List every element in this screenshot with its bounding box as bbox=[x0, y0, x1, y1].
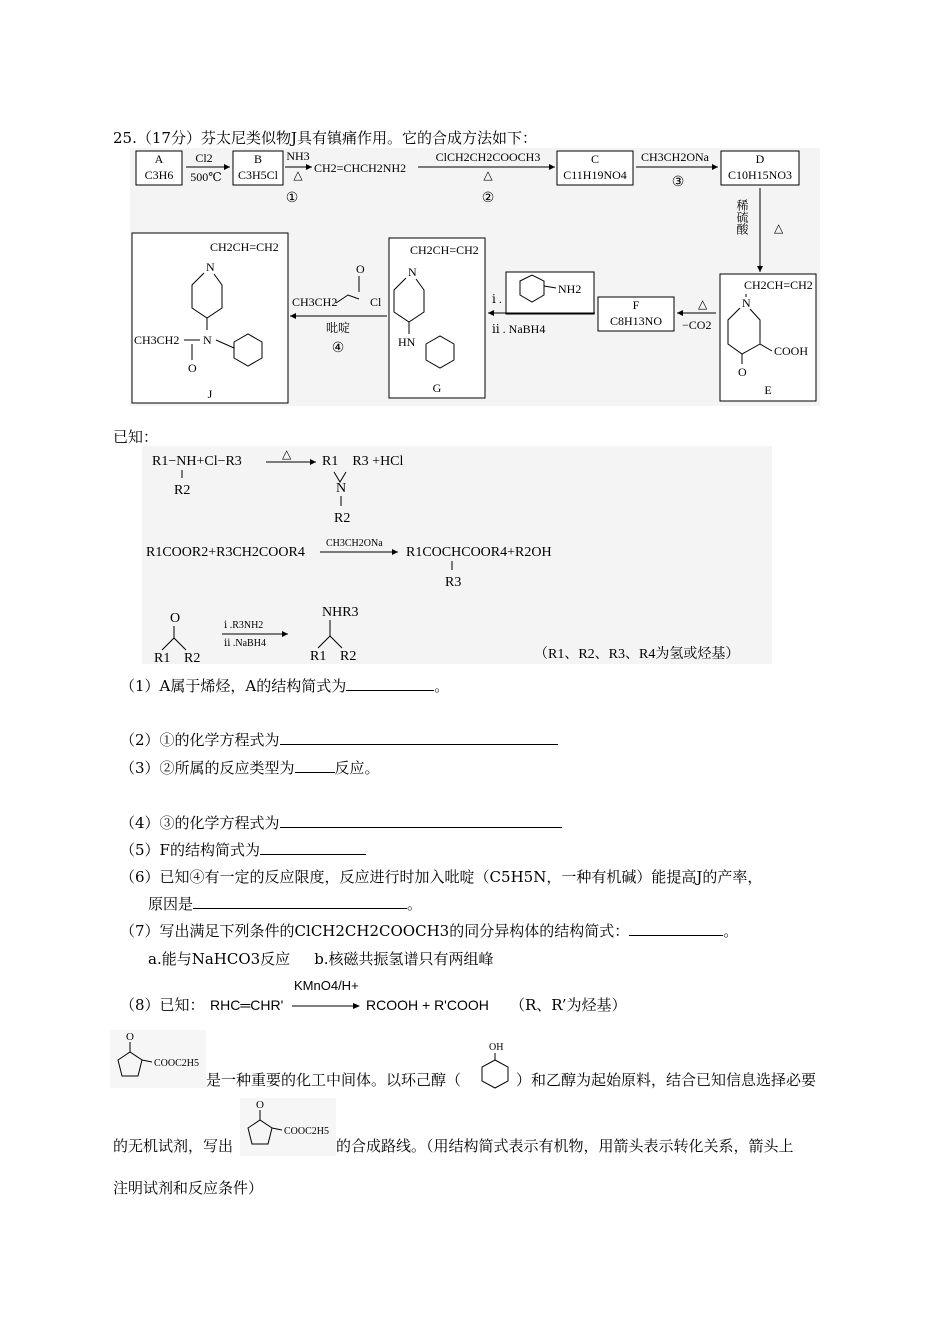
q7-text: （7）写出满足下列条件的ClCH2CH2COOCH3的同分异构体的结构简式： bbox=[120, 922, 630, 940]
G-HN: HN bbox=[398, 335, 416, 349]
q6-line2 bbox=[148, 894, 422, 914]
E-label: E bbox=[764, 383, 772, 397]
q6-text: （6）已知④有一定的反应限度，反应进行时加入吡啶（C5H5N，一种有机碱）能提高J的产率， bbox=[120, 868, 763, 886]
r2-right: R1COCHCOOR4+R2OH bbox=[406, 545, 552, 560]
r3-O: O bbox=[170, 611, 181, 626]
q7-answer-blank[interactable] bbox=[629, 921, 723, 936]
r3-cond-ii: ⅱ .NaBH4 bbox=[224, 638, 266, 649]
G-label: G bbox=[432, 381, 442, 395]
step1-cond: 500℃ bbox=[190, 170, 222, 184]
aniline-group: NH2 bbox=[558, 282, 582, 296]
q5 bbox=[120, 840, 366, 860]
r3-prod-R2: R2 bbox=[340, 649, 357, 664]
r3-R2: R2 bbox=[184, 651, 201, 664]
q7-end: 。 bbox=[723, 922, 739, 940]
q4 bbox=[120, 813, 562, 833]
E-N: N bbox=[742, 296, 751, 310]
q4-text: （4）③的化学方程式为 bbox=[120, 814, 280, 832]
r3-cond-i: ⅰ .R3NH2 bbox=[224, 620, 264, 631]
q1-answer-blank[interactable] bbox=[346, 676, 434, 691]
q8-text2: ）和乙醇为起始原料，结合已知信息选择必要 bbox=[516, 1071, 817, 1089]
step8-cond: 吡啶 bbox=[325, 321, 351, 335]
r2-sub: R3 bbox=[445, 575, 462, 590]
target-molecule-2 bbox=[240, 1098, 336, 1156]
target2-O: O bbox=[256, 1099, 264, 1111]
q3-answer-blank[interactable] bbox=[295, 758, 335, 773]
target2-group: COOC2H5 bbox=[284, 1126, 330, 1137]
q4-answer-blank[interactable] bbox=[280, 813, 562, 828]
step2-cond: △ bbox=[293, 168, 303, 182]
step5-cond: △ bbox=[774, 221, 784, 235]
target-group: COOC2H5 bbox=[154, 1058, 200, 1069]
B-formula: C3H5Cl bbox=[237, 168, 279, 182]
q6-answer-blank[interactable] bbox=[193, 894, 407, 909]
cyclohexanol-structure bbox=[474, 1040, 516, 1092]
q8-product: RCOOH + R'COOH bbox=[366, 997, 489, 1013]
step6-cond: △ bbox=[698, 297, 708, 311]
q7-condition-a: a.能与NaHCO3反应 bbox=[148, 950, 291, 968]
J-substituent: CH2CH=CH2 bbox=[210, 240, 279, 254]
step8-num: ④ bbox=[331, 341, 345, 356]
q6-end: 。 bbox=[407, 895, 423, 913]
target-molecule bbox=[110, 1030, 206, 1088]
r2-left: R1COOR2+R3CH2COOR4 bbox=[146, 545, 305, 560]
D-formula: C10H15NO3 bbox=[727, 168, 793, 182]
r1-prod-top: R1 R3 +HCl bbox=[322, 454, 404, 469]
D-label: D bbox=[755, 152, 765, 166]
q1-text: （1）A属于烯烃，A的结构简式为 bbox=[120, 677, 347, 695]
q5-text: （5）F的结构简式为 bbox=[120, 841, 260, 859]
r1-sub: R2 bbox=[174, 483, 191, 498]
q7-conditions bbox=[148, 949, 494, 969]
q8-text3: 的无机试剂，写出 bbox=[113, 1137, 234, 1155]
r1-prod-sub: R2 bbox=[334, 511, 351, 526]
question-header bbox=[113, 128, 537, 148]
target-O: O bbox=[126, 1031, 134, 1043]
r1-left: R1−NH+Cl−R3 bbox=[152, 454, 242, 469]
G-N: N bbox=[408, 265, 417, 279]
q8-note: （R、R’为烃基） bbox=[510, 996, 627, 1014]
J-N2: N bbox=[203, 333, 212, 347]
q1-end: 。 bbox=[434, 677, 450, 695]
C-label: C bbox=[590, 152, 600, 166]
question-score: （17分） bbox=[136, 129, 201, 147]
acyl-left: CH3CH2 bbox=[292, 295, 338, 309]
q7 bbox=[120, 921, 738, 941]
step5-reagent: 稀硫酸 bbox=[735, 199, 749, 235]
r2-cond: CH3CH2ONa bbox=[326, 538, 383, 549]
step4-num: ③ bbox=[671, 175, 685, 190]
q5-answer-blank[interactable] bbox=[260, 840, 366, 855]
step2-num: ① bbox=[285, 191, 299, 206]
q2-text: （2）①的化学方程式为 bbox=[120, 731, 280, 749]
A-label: A bbox=[154, 152, 164, 166]
q3 bbox=[120, 758, 380, 778]
E-group: COOH bbox=[774, 344, 809, 358]
q8-text4: 的合成路线。（用结构简式表示有机物，用箭头表示转化关系，箭头上 bbox=[336, 1137, 794, 1155]
F-label: F bbox=[632, 298, 640, 312]
q8-text1: 是一种重要的化工中间体。以环己醇（ bbox=[206, 1071, 462, 1089]
cyclohexanol-OH: OH bbox=[489, 1042, 504, 1053]
r1-cond: △ bbox=[282, 447, 292, 461]
acyl-O: O bbox=[356, 262, 365, 276]
F-formula: C8H13NO bbox=[609, 314, 663, 328]
r3-prod-top: NHR3 bbox=[322, 605, 359, 620]
q2 bbox=[120, 730, 558, 750]
step7-reagent-ii: ⅱ . NaBH4 bbox=[492, 322, 546, 336]
step4-reagent: CH3CH2ONa bbox=[641, 150, 709, 164]
q3-end: 反应。 bbox=[334, 759, 380, 777]
step6-loss: −CO2 bbox=[682, 318, 712, 332]
question-intro: 芬太尼类似物J具有镇痛作用。它的合成方法如下： bbox=[200, 129, 537, 147]
E-substituent: CH2CH=CH2 bbox=[744, 278, 813, 292]
r3-prod-R1: R1 bbox=[310, 649, 327, 664]
J-N: N bbox=[206, 260, 215, 274]
B-label: B bbox=[253, 152, 263, 166]
step3-cond: △ bbox=[483, 168, 493, 182]
G-substituent: CH2CH=CH2 bbox=[410, 243, 479, 257]
r3-R1: R1 bbox=[154, 651, 171, 664]
acyl-Cl: Cl bbox=[370, 295, 382, 309]
q8-reagent: KMnO4/H+ bbox=[294, 978, 359, 993]
r1-prod-N: N bbox=[336, 481, 347, 496]
amine-formula: CH2=CHCH2NH2 bbox=[314, 161, 407, 175]
C-formula: C11H19NO4 bbox=[563, 168, 627, 182]
known-note: （R1、R2、R3、R4为氢或烃基） bbox=[534, 647, 740, 662]
q8-reactant: RHC═CHR' bbox=[210, 997, 284, 1013]
synthesis-scheme bbox=[130, 148, 820, 406]
J-acyl: CH3CH2 bbox=[134, 333, 180, 347]
step3-reagent: ClCH2CH2COOCH3 bbox=[435, 150, 541, 164]
q8-prefix: （8）已知： bbox=[120, 996, 205, 1014]
step7-reagent-i: ⅰ . bbox=[492, 292, 502, 306]
known-reactions bbox=[142, 446, 772, 664]
q3-text: （3）②所属的反应类型为 bbox=[120, 759, 295, 777]
q8-text5: 注明试剂和反应条件） bbox=[113, 1179, 264, 1197]
question-number: 25. bbox=[113, 129, 137, 147]
step2-reagent: NH3 bbox=[286, 149, 310, 163]
step1-reagent: Cl2 bbox=[195, 151, 213, 165]
J-label: J bbox=[207, 387, 213, 401]
A-formula: C3H6 bbox=[144, 168, 174, 182]
E-oxygen: O bbox=[738, 365, 747, 379]
q6 bbox=[120, 867, 762, 887]
step3-num: ② bbox=[481, 191, 495, 206]
q2-answer-blank[interactable] bbox=[280, 730, 558, 745]
q7-condition-b: b.核磁共振氢谱只有两组峰 bbox=[314, 950, 494, 968]
q1 bbox=[120, 676, 449, 696]
J-O: O bbox=[188, 361, 197, 375]
q6-reason-label: 原因是 bbox=[148, 895, 194, 913]
known-label: 已知： bbox=[113, 428, 159, 446]
